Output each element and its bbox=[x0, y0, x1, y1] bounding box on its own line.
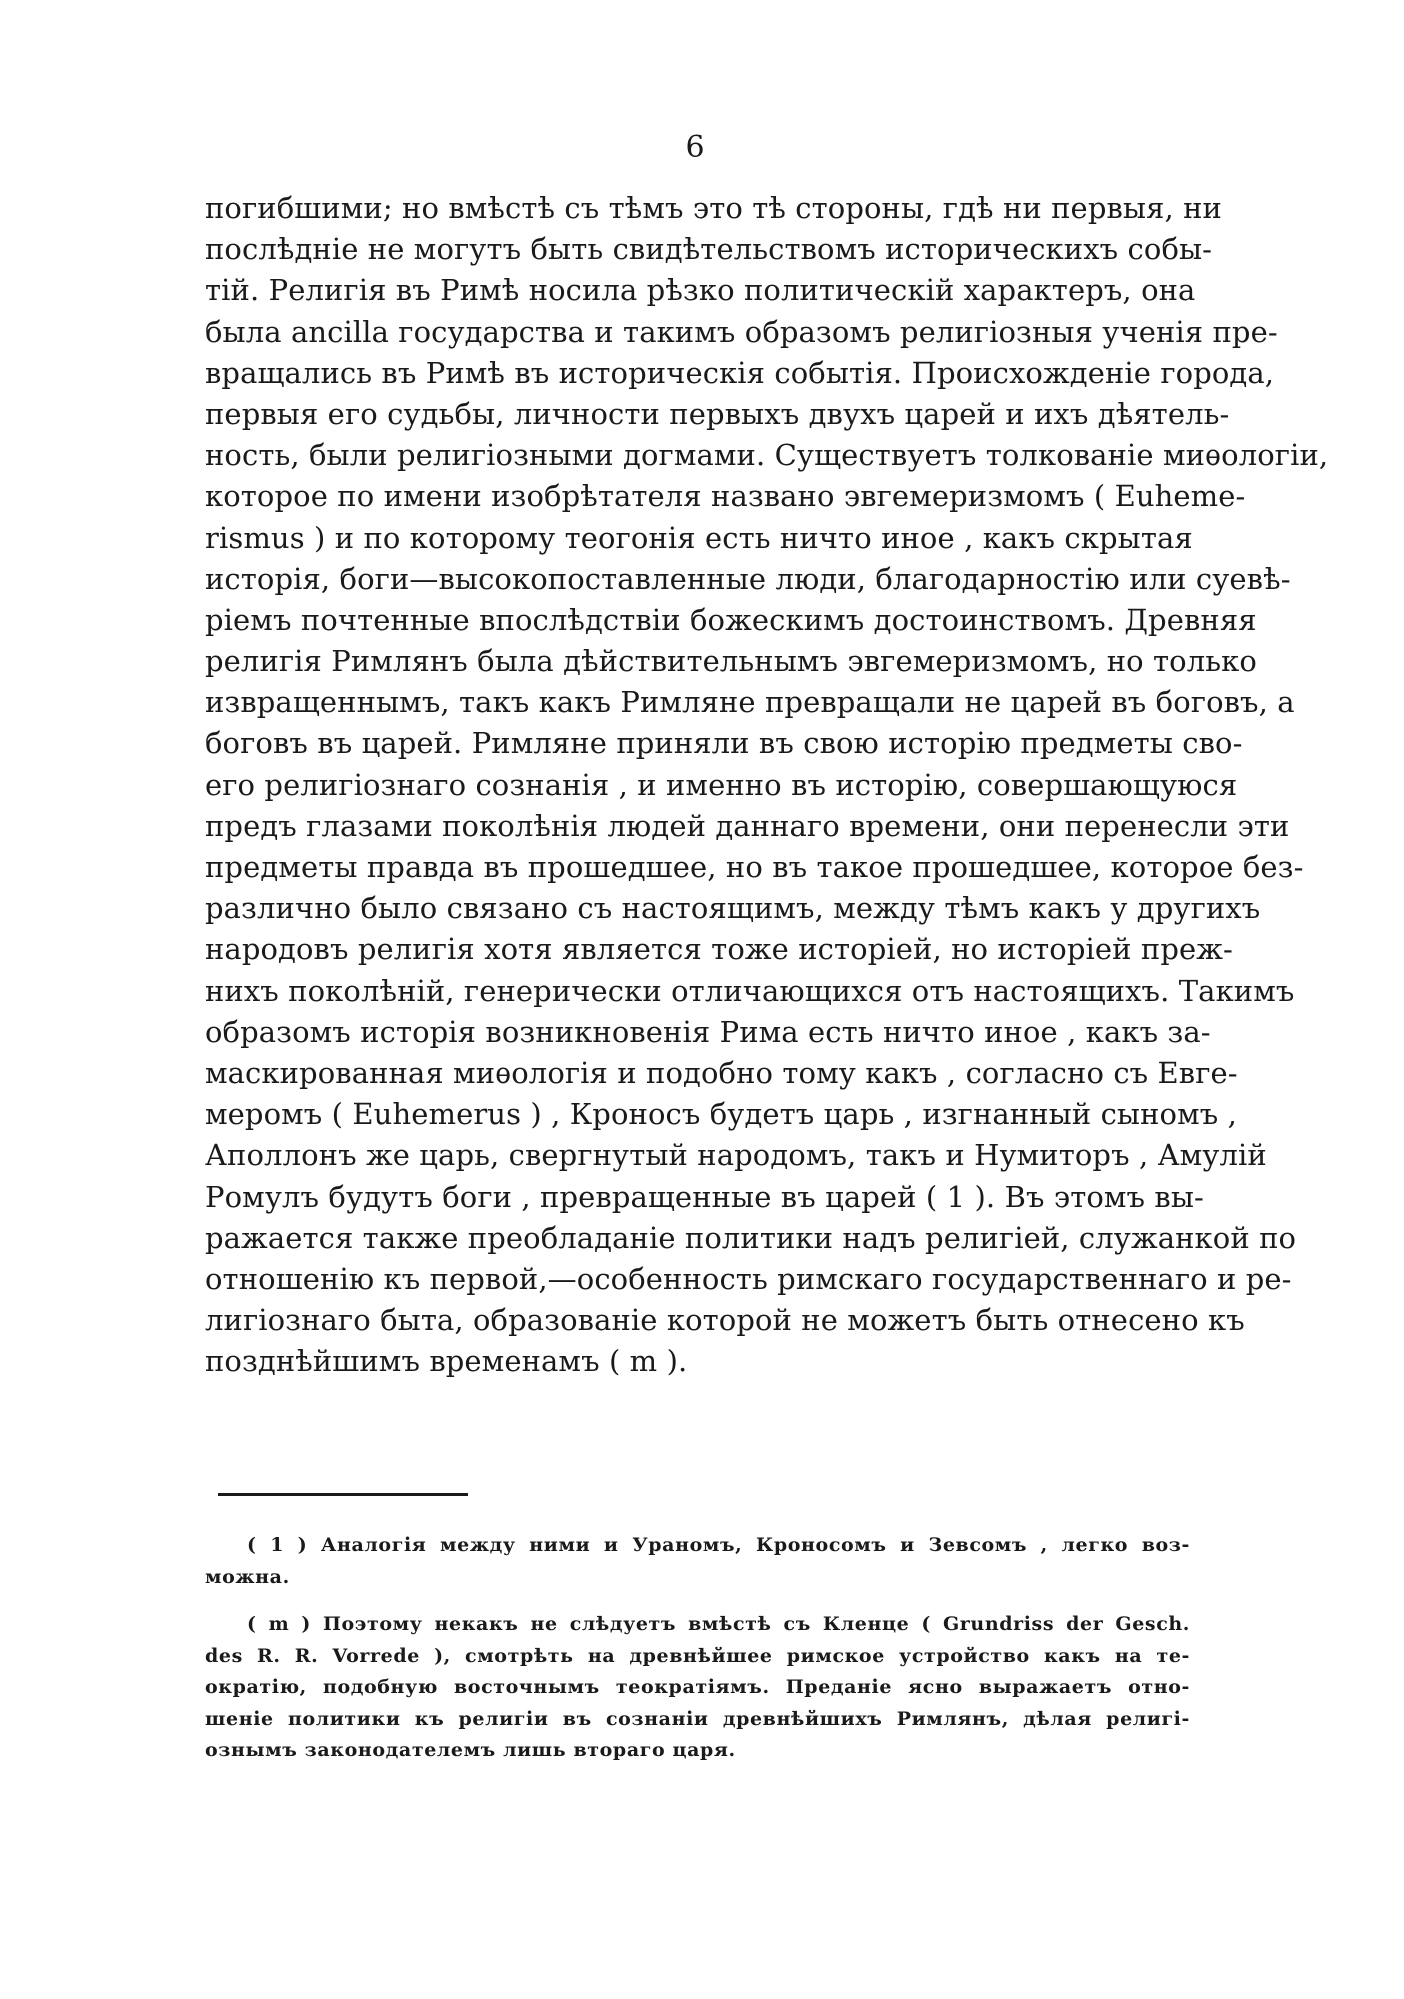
text-line: послѣдніе не могутъ быть свидѣтельствомъ историческихъ собы- bbox=[205, 232, 1213, 267]
text-line: боговъ въ царей. Римляне приняли въ свою исторію предметы сво- bbox=[205, 726, 1243, 761]
text-line: позднѣйшимъ временамъ ( m ). bbox=[205, 1344, 688, 1379]
text-line: погибшими; но вмѣстѣ съ тѣмъ это тѣ стороны, гдѣ ни первыя, ни bbox=[205, 191, 1222, 225]
text-line: различно было связано съ настоящимъ, между тѣмъ какъ у другихъ bbox=[205, 891, 1261, 926]
footnote-1-line: ( 1 ) Аналогія между ними и Ураномъ, Кроносомъ и Зевсомъ , легко воз- bbox=[247, 1534, 1190, 1556]
text-line: предметы правда въ прошедшее, но въ такое прошедшее, которое без- bbox=[205, 850, 1304, 884]
text-line: rismus ) и по которому теогонія есть ничто иное , какъ скрытая bbox=[205, 520, 1193, 555]
text-line: исторія, боги—высокопоставленные люди, благодарностію или суевѣ- bbox=[205, 561, 1291, 596]
footnote-m-line: ( m ) Поэтому некакъ не слѣдуетъ вмѣстѣ съ Кленце ( Grundriss der Gesch. bbox=[247, 1613, 1190, 1635]
text-line: лигіознаго быта, образованіе которой не можетъ быть отнесено къ bbox=[205, 1303, 1245, 1338]
text-line: маскированная миѳологія и подобно тому какъ , согласно съ Евге- bbox=[205, 1055, 1238, 1090]
text-line: отношенію къ первой,—особенность римскаго государственнаго и ре- bbox=[205, 1261, 1292, 1296]
text-line: Ромулъ будутъ боги , превращенные въ царей ( 1 ). Въ этомъ вы- bbox=[205, 1179, 1204, 1214]
text-line: его религіознаго сознанія , и именно въ исторію, совершающуюся bbox=[205, 767, 1238, 802]
text-line: первыя его судьбы, личности первыхъ двухъ царей и ихъ дѣятель- bbox=[205, 396, 1230, 431]
text-line: религія Римлянъ была дѣйствительнымъ эвгемеризмомъ, но только bbox=[205, 644, 1257, 679]
text-line: которое по имени изобрѣтателя названо эвгемеризмомъ ( Euheme- bbox=[205, 479, 1246, 514]
text-line: нихъ поколѣній, генерически отличающихся отъ настоящихъ. Такимъ bbox=[205, 973, 1295, 1008]
text-line: тій. Религія въ Римѣ носила рѣзко политическій характеръ, она bbox=[205, 273, 1196, 308]
text-line: Аполлонъ же царь, свергнутый народомъ, такъ и Нумиторъ , Амулій bbox=[205, 1138, 1267, 1173]
text-line: предъ глазами поколѣнія людей даннаго времени, они перенесли эти bbox=[205, 808, 1290, 843]
text-line: была ancilla государства и такимъ образомъ религіозныя ученія пре- bbox=[205, 314, 1278, 349]
text-line: вращались въ Римѣ въ историческія событія. Происхожденіе города, bbox=[205, 355, 1275, 390]
footnote-m-line: ократію, подобную восточнымъ теократіямъ. Преданіе ясно выражаетъ отно- bbox=[205, 1676, 1190, 1698]
footnotes bbox=[205, 1530, 1190, 1767]
footnote-m-line: des R. R. Vorrede ), смотрѣть на древнѣйшее римское устройство какъ на те- bbox=[205, 1644, 1190, 1667]
text-line: ность, были религіозными догмами. Существуетъ толкованіе миѳологіи, bbox=[205, 438, 1329, 473]
page-number: 6 bbox=[685, 130, 705, 165]
text-line: меромъ ( Euhemerus ) , Кроносъ будетъ царь , изгнанный сыномъ , bbox=[205, 1097, 1237, 1132]
text-line: извращеннымъ, такъ какъ Римляне превращали не царей въ боговъ, а bbox=[205, 685, 1295, 720]
footnote-m-line: ознымъ законодателемъ лишь втораго царя. bbox=[205, 1739, 736, 1761]
text-line: ражается также преобладаніе политики надъ религіей, служанкой по bbox=[205, 1220, 1297, 1255]
footnote-separator bbox=[218, 1493, 468, 1496]
footnote-m-line: шеніе политики къ религіи въ сознаніи древнѣйшихъ Римлянъ, дѣлая религі- bbox=[205, 1707, 1190, 1730]
main-text bbox=[205, 188, 1329, 1382]
footnote-1-line: можна. bbox=[205, 1565, 290, 1588]
text-line: народовъ религія хотя является тоже исторіей, но исторіей преж- bbox=[205, 932, 1233, 967]
text-line: образомъ исторія возникновенія Рима есть ничто иное , какъ за- bbox=[205, 1014, 1211, 1049]
text-line: ріемъ почтенные впослѣдствіи божескимъ достоинствомъ. Древняя bbox=[205, 602, 1257, 637]
